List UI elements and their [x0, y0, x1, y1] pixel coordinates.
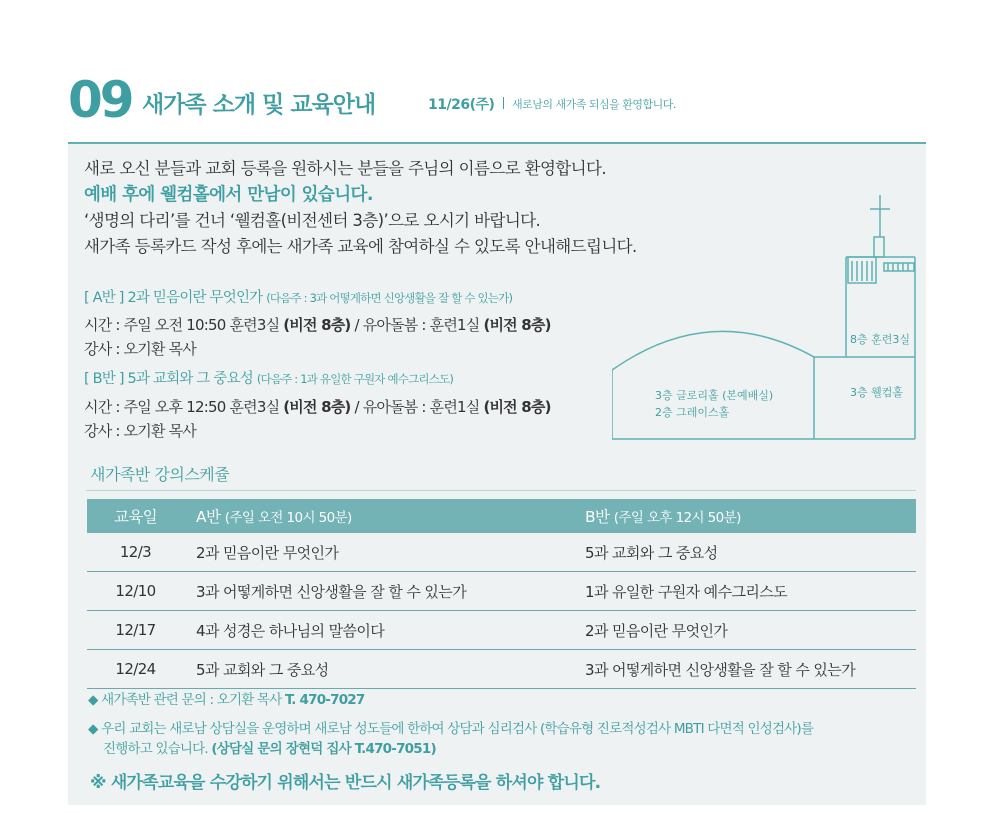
row-date: 12/24 — [87, 650, 184, 689]
table-row — [87, 650, 916, 689]
intro-highlight: 예배 후에 웰컴홀에서 만남이 있습니다. — [84, 185, 373, 205]
note-2-line-2: 진행하고 있습니다. — [103, 741, 208, 757]
label-grace-hall: 2층 그레이스홀 — [655, 406, 730, 419]
intro-text — [84, 156, 637, 260]
note-2-line-1: 우리 교회는 새로남 상담실을 운영하며 새로남 성도들에 한하여 상담과 심리검사 (학습유형 진로적성검사 MBTI 다면적 인성검사)를 — [101, 721, 814, 737]
class-b-time-location: (비전 8층) — [283, 398, 351, 416]
header-divider — [503, 97, 504, 109]
class-b-title: [ B반 ] 5과 교회와 그 중요성 — [84, 371, 254, 387]
header-class-b-time: (주일 오후 12시 50분) — [613, 510, 741, 526]
row-class-a: 2과 믿음이란 무엇인가 — [184, 533, 575, 572]
class-b-time-text: 시간 : 주일 오후 12:50 훈련3실 — [84, 398, 280, 416]
class-a-next: (다음주 : 3과 어떻게하면 신앙생활을 잘 할 수 있는가) — [266, 291, 513, 305]
class-a-time-location: (비전 8층) — [283, 316, 351, 334]
row-class-b: 5과 교회와 그 중요성 — [575, 533, 916, 572]
class-a-childcare: / 유아돌봄 : 훈련1실 — [354, 316, 480, 334]
section-number: 09 — [68, 71, 132, 129]
intro-line-1: 새로 오신 분들과 교회 등록을 원하시는 분들을 주님의 이름으로 환영합니다. — [84, 159, 606, 178]
note-2 — [88, 719, 813, 759]
class-a-heading — [84, 286, 512, 307]
schedule-title: 새가족반 강의스케쥴 — [90, 465, 230, 484]
table-row — [87, 611, 916, 650]
row-class-b: 3과 어떻게하면 신앙생활을 잘 할 수 있는가 — [575, 650, 916, 689]
header-class-a-time: (주일 오전 10시 50분) — [224, 510, 352, 526]
class-a-time-text: 시간 : 주일 오전 10:50 훈련3실 — [84, 316, 280, 334]
section-header — [68, 70, 928, 130]
schedule-table — [87, 499, 916, 689]
intro-line-3: ‘생명의 다리’를 건너 ‘웰컴홀(비전센터 3층)’으로 오시기 바랍니다. — [84, 211, 541, 230]
label-8f: 8층 훈련3실 — [850, 333, 910, 346]
note-1 — [88, 690, 364, 710]
section-title: 새가족 소개 및 교육안내 — [142, 92, 376, 118]
class-a-childcare-location: (비전 8층) — [483, 316, 551, 334]
section-date: 11/26(주) — [428, 97, 495, 113]
header-class-b-name: B반 — [585, 508, 610, 526]
table-row — [87, 572, 916, 611]
header-class-a — [184, 499, 575, 533]
diamond-bullet-icon: ◆ — [88, 721, 98, 737]
section-subtitle: 새로남의 새가족 되심을 환영합니다. — [512, 98, 676, 111]
table-row — [87, 533, 916, 572]
church-building-illustration — [612, 195, 922, 445]
intro-line-4: 새가족 등록카드 작성 후에는 새가족 교육에 참여하실 수 있도록 안내해드립니다. — [84, 237, 637, 256]
note-1-text: 새가족반 관련 문의 : 오기환 목사 — [101, 692, 282, 708]
row-class-b: 2과 믿음이란 무엇인가 — [575, 611, 916, 650]
row-class-b: 1과 유일한 구원자 예수그리스도 — [575, 572, 916, 611]
class-a-time — [84, 314, 551, 335]
header-date: 교육일 — [87, 499, 184, 533]
row-class-a: 5과 교회와 그 중요성 — [184, 650, 575, 689]
class-b-heading — [84, 367, 453, 388]
class-b-time — [84, 396, 551, 417]
class-b-next: (다음주 : 1과 유일한 구원자 예수그리스도) — [256, 372, 454, 386]
schedule-header-row — [87, 499, 916, 533]
class-b-childcare: / 유아돌봄 : 훈련1실 — [354, 398, 480, 416]
row-class-a: 4과 성경은 하나님의 말씀이다 — [184, 611, 575, 650]
row-date: 12/17 — [87, 611, 184, 650]
note-2-contact: (상담실 문의 장현덕 집사 T.470-7051) — [211, 741, 436, 757]
row-class-a: 3과 어떻게하면 신앙생활을 잘 할 수 있는가 — [184, 572, 575, 611]
label-3f: 3층 웰컴홀 — [850, 386, 903, 399]
class-a-teacher: 강사 : 오기환 목사 — [84, 340, 196, 358]
schedule-rule — [86, 490, 916, 491]
final-notice: ※ 새가족교육을 수강하기 위해서는 반드시 새가족등록을 하셔야 합니다. — [90, 773, 601, 793]
row-date: 12/3 — [87, 533, 184, 572]
class-b-childcare-location: (비전 8층) — [483, 398, 551, 416]
header-class-a-name: A반 — [196, 508, 221, 526]
label-glory-hall: 3층 글로리홀 (본예배실) — [655, 389, 774, 402]
diamond-bullet-icon: ◆ — [88, 692, 98, 708]
note-1-tel: T. 470-7027 — [284, 692, 365, 708]
row-date: 12/10 — [87, 572, 184, 611]
header-class-b — [575, 499, 916, 533]
class-b-teacher: 강사 : 오기환 목사 — [84, 422, 196, 440]
class-a-title: [ A반 ] 2과 믿음이란 무엇인가 — [84, 290, 263, 306]
